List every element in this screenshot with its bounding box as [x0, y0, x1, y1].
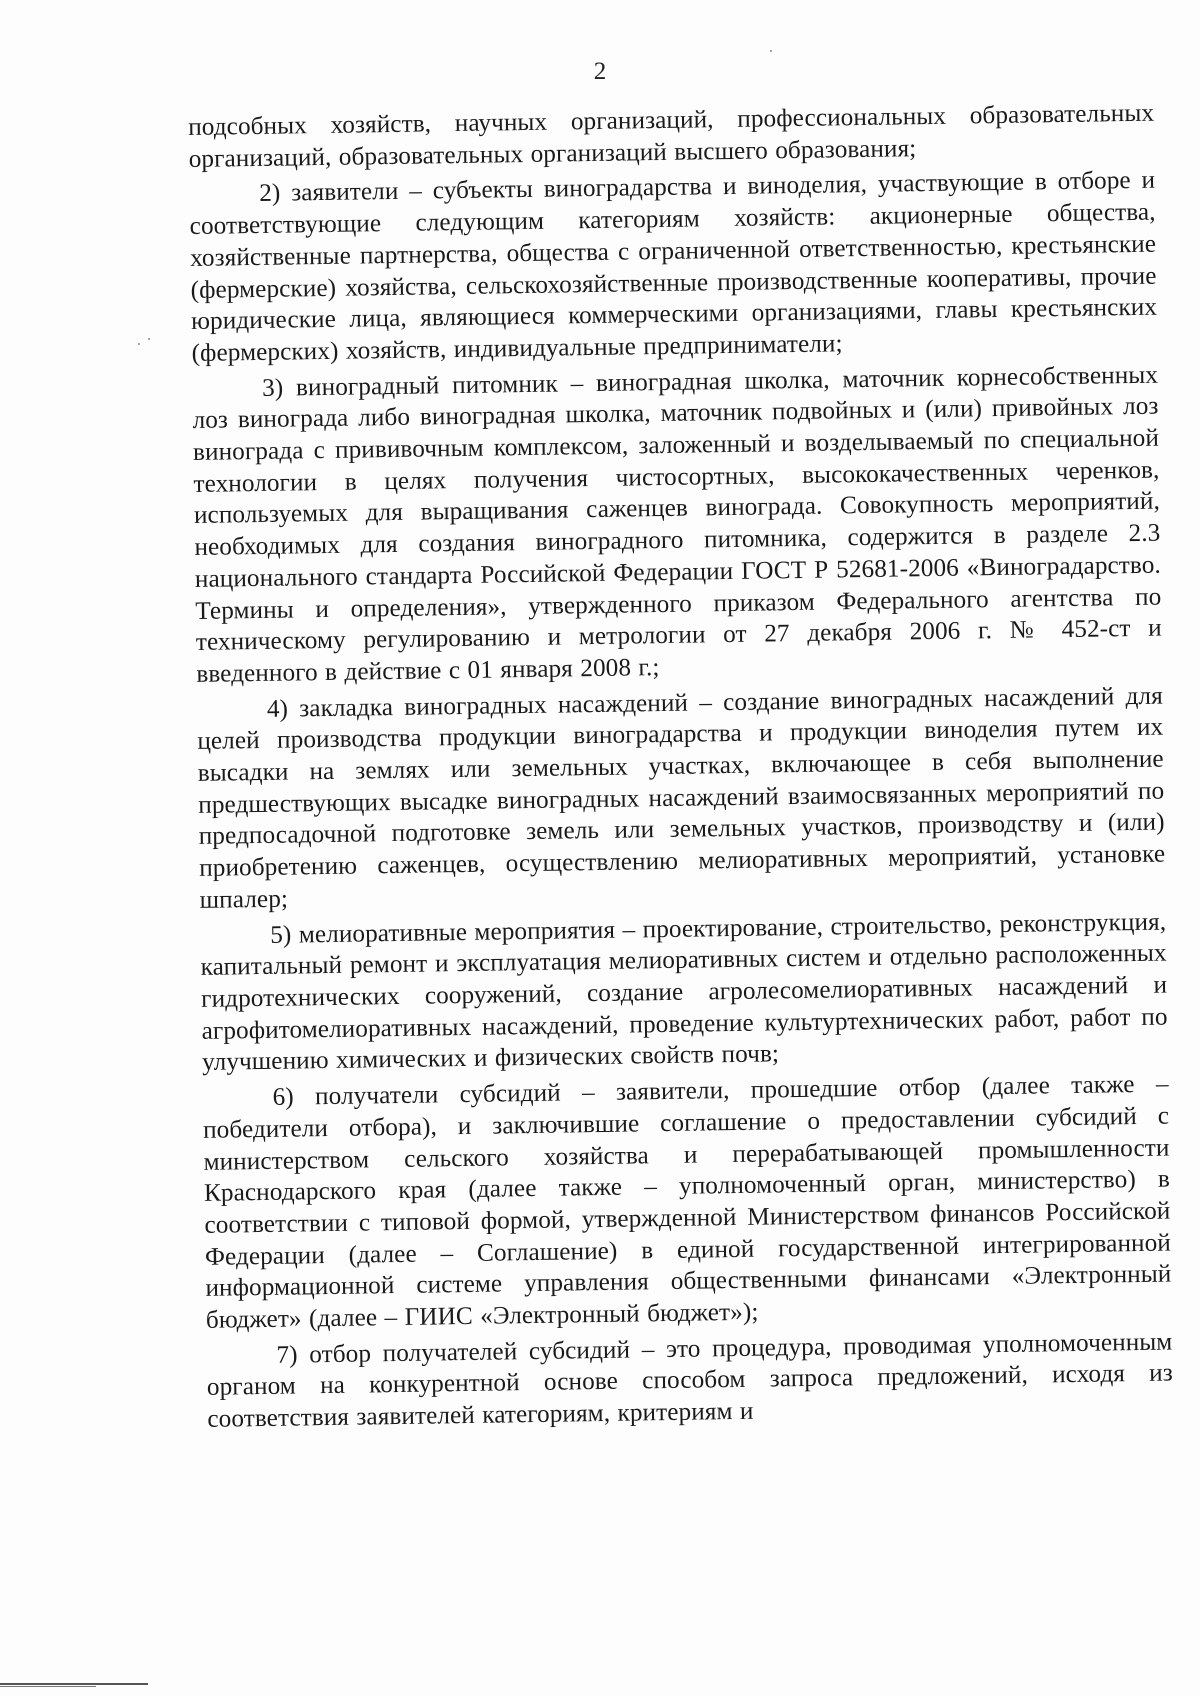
paragraph-item-3-vine-nursery: 3) виноградный питомник – виноградная школка, маточник корнесобственных лоз винограда либо виноградная школка, маточник подвойных и (или) привойных лоз винограда с прививочным комплексом, заложенный и возделываемый по специальной технологии в целях получения чистосортных, высококачественных черенков, используемых для выращивания саженцев винограда. Совокупность мероприятий, необходимых для создания виноградного питомника, содержится в разделе 2.3 национального стандарта Российской Федерации ГОСТ Р 52681-2006 «Виноградарство. Термины и определения», утвержденного приказом Федерального агентства по техническому регулированию и метрологии от 27 декабря 2006 г. № 452-ст и введенного в действие с 01 января 2008 г.; [192, 361, 1162, 688]
paragraph-item-6-subsidy-recipients: 6) получатели субсидий – заявители, прошедшие отбор (далее также – победители отбора), и заключившие соглашение о предоставлении субсидий с министерством сельского хозяйства и перерабатывающей промышленности Краснодарского края (далее также – уполномоченный орган, министерство) в соответствии с типовой формой, утвержденной Министерством финансов Российской Федерации (далее – Соглашение) в единой государственной интегрированной информационной системе управления общественными финансами «Электронный бюджет» (далее – ГИИС «Электронный бюджет»); [202, 1070, 1172, 1334]
scan-speck [138, 343, 140, 345]
paragraph-continuation: подсобных хозяйств, научных организаций, профессиональных образовательных организаций, образовательных организаций высшего образования; [188, 99, 1155, 173]
scan-speck [148, 338, 150, 340]
paragraph-item-2-applicants: 2) заявители – субъекты виноградарства и виноделия, участвующие в отборе и соответствующие следующим категориям хозяйств: акционерные общества, хозяйственные партнерства, общества с ограниченной ответственностью, крестьянские (фермерские) хозяйства, сельскохозяйственные производственные кооперативы, прочие юридические лица, являющиеся коммерческими организациями, главы крестьянских (фермерских) хозяйств, индивидуальные предприниматели; [189, 167, 1158, 367]
paragraph-item-5-melioration: 5) мелиоративные мероприятия – проектирование, строительство, реконструкция, капитальный ремонт и эксплуатация мелиоративных систем и отдельно расположенных гидротехнических сооружений, создание агролесомелиоративных насаждений и агрофитомелиоративных насаждений, проведение культуртехнических работ, работ по улучшению химических и физических свойств почв; [200, 908, 1168, 1077]
page-number: 2 [593, 58, 607, 85]
footer-rule [0, 1683, 148, 1685]
paragraph-item-4-vineyard-planting: 4) закладка виноградных насаждений – создание виноградных насаждений для целей производства продукции виноградарства и продукции виноделия путем их высадки на землях или земельных участках, включающее в себя выполнение предшествующих высадке виноградных насаждений взаимосвязанных мероприятий по предпосадочной подготовке земель или земельных участков, производству и (или) приобретению саженцев, осуществлению мелиоративных мероприятий, установке шпалер; [197, 682, 1166, 914]
paragraph-item-7-selection: 7) отбор получателей субсидий – это процедура, проводимая уполномоченным органом на конкурентной основе способом запроса предложений, исходя из соответствия заявителей категориям, критериям и [206, 1328, 1174, 1433]
document-body [188, 98, 1174, 1440]
footer-rule-secondary [0, 1686, 96, 1687]
scan-speck [770, 50, 772, 52]
